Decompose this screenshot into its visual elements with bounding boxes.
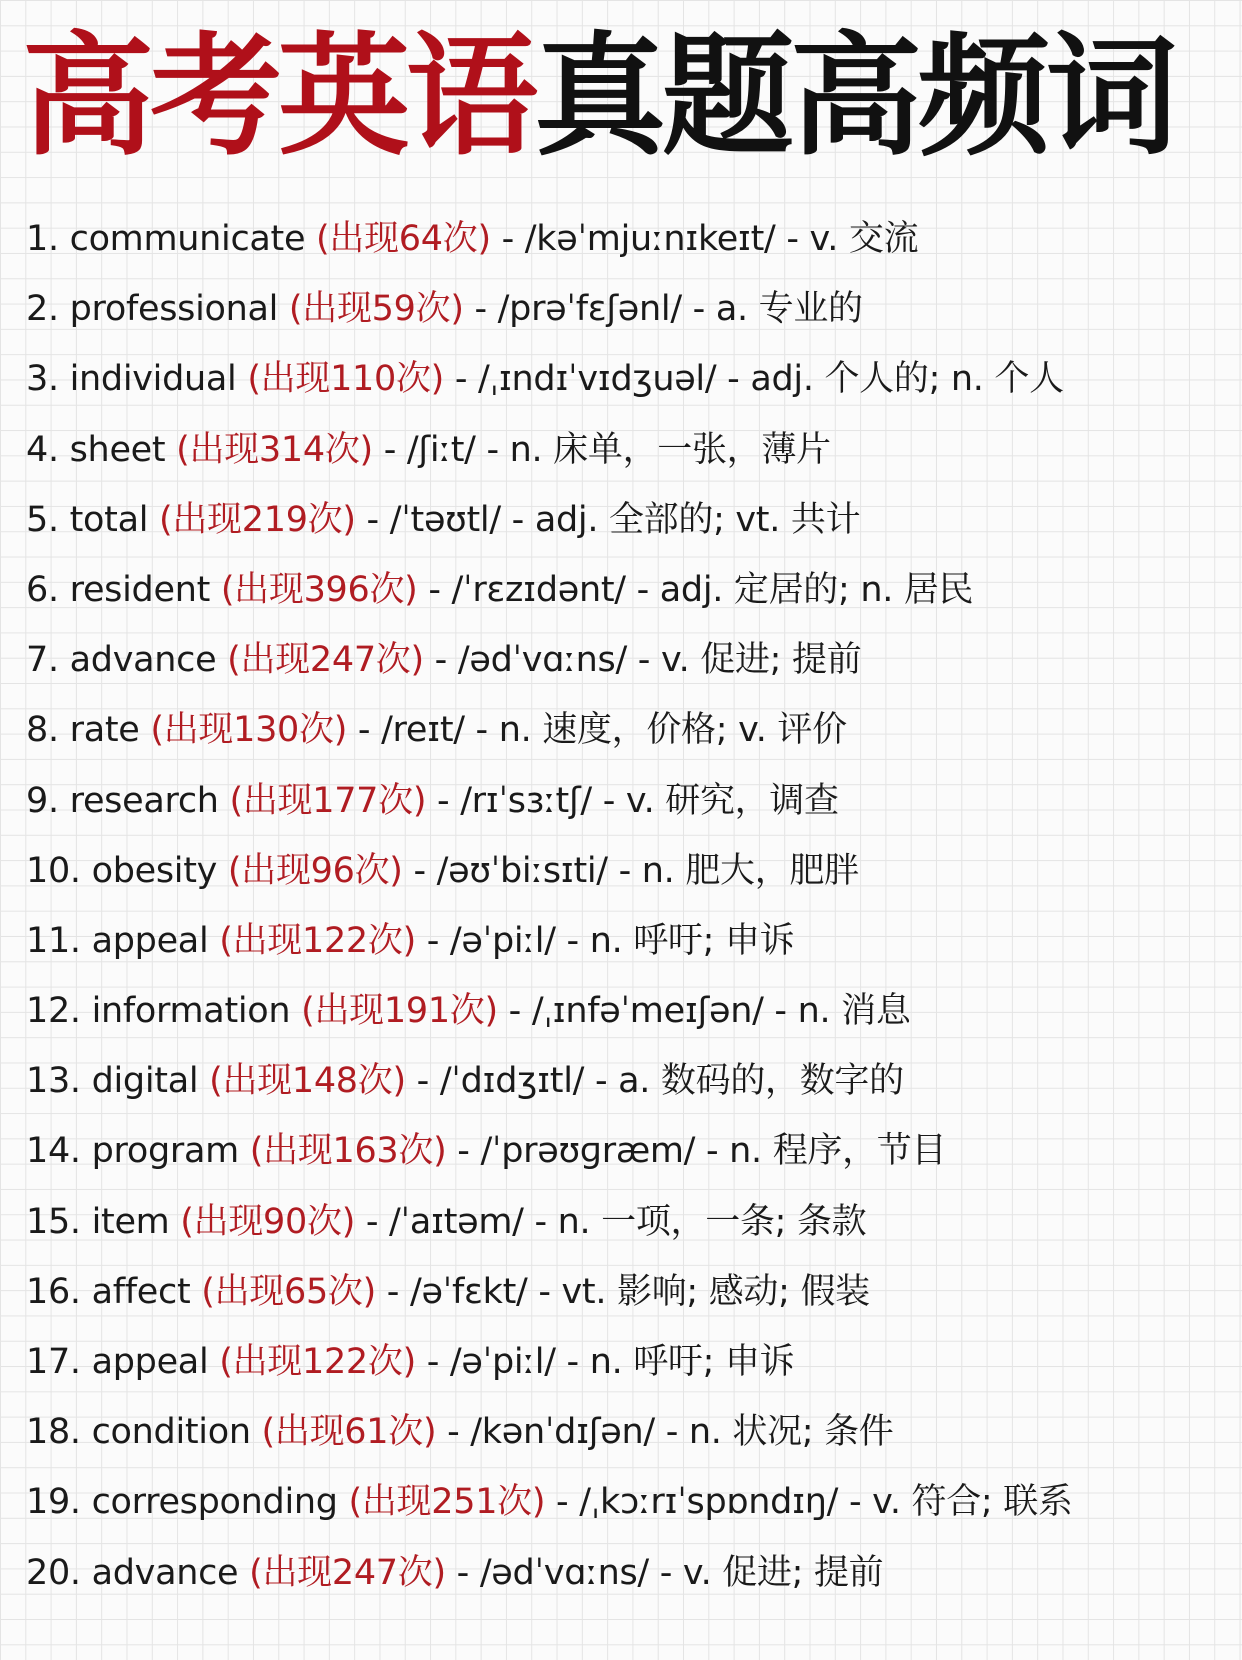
entry-meaning: n. 消息 bbox=[797, 991, 911, 1032]
entry-phonetic: /reɪt/ bbox=[381, 710, 465, 751]
entry-phonetic: /ˈprəʊɡræm/ bbox=[480, 1131, 696, 1172]
entry-frequency: (出现177次) bbox=[229, 780, 427, 821]
word-entry: 4. sheet (出现314次) - /ʃiːt/ - n. 床单，一张，薄片 bbox=[26, 429, 831, 470]
entry-frequency: (出现247次) bbox=[227, 640, 424, 681]
entry-meaning: v. 研究，调查 bbox=[625, 780, 839, 821]
entry-number: 6. bbox=[26, 569, 59, 610]
entry-word: advance bbox=[91, 1552, 239, 1593]
entry-meaning: adj. 全部的; vt. 共计 bbox=[534, 499, 861, 540]
entry-frequency: (出现96次) bbox=[227, 850, 403, 891]
entry-word: corresponding bbox=[91, 1482, 338, 1523]
entry-meaning: a. 专业的 bbox=[715, 289, 863, 330]
entry-number: 7. bbox=[26, 640, 59, 681]
entry-frequency: (出现64次) bbox=[316, 219, 491, 259]
entry-word: item bbox=[91, 1201, 170, 1242]
entry-word: appeal bbox=[91, 920, 209, 961]
entry-meaning: v. 符合; 联系 bbox=[872, 1482, 1073, 1523]
word-entry: 6. resident (出现396次) - /ˈrɛzɪdənt/ - adj. 定居的; n. 居民 bbox=[26, 569, 974, 610]
entry-frequency: (出现148次) bbox=[209, 1061, 406, 1102]
entry-number: 16. bbox=[26, 1271, 81, 1312]
entry-phonetic: /ˈrɛzɪdənt/ bbox=[451, 569, 626, 610]
entry-frequency: (出现59次) bbox=[288, 289, 464, 330]
entry-phonetic: /kənˈdɪʃən/ bbox=[470, 1412, 655, 1453]
entry-number: 8. bbox=[26, 710, 59, 751]
entry-phonetic: /prəˈfɛʃənl/ bbox=[497, 289, 682, 330]
entry-word: program bbox=[91, 1131, 239, 1172]
entry-word: individual bbox=[69, 359, 237, 400]
entry-phonetic: /ˈaɪtəm/ bbox=[389, 1201, 524, 1242]
entry-meaning: n. 程序，节目 bbox=[729, 1131, 947, 1172]
entry-meaning: adj. 定居的; n. 居民 bbox=[659, 569, 974, 610]
entry-word: sheet bbox=[69, 429, 166, 470]
entry-number: 2. bbox=[26, 289, 59, 330]
entry-phonetic: /əˈfɛkt/ bbox=[409, 1271, 528, 1312]
entry-number: 14. bbox=[26, 1131, 81, 1172]
entry-phonetic: /ədˈvɑːns/ bbox=[479, 1552, 649, 1593]
entry-phonetic: /rɪˈsɜːtʃ/ bbox=[460, 780, 592, 821]
entry-number: 4. bbox=[26, 429, 59, 470]
entry-frequency: (出现130次) bbox=[150, 710, 348, 751]
entry-number: 15. bbox=[26, 1201, 81, 1242]
word-entry: 8. rate (出现130次) - /reɪt/ - n. 速度，价格; v. 评价 bbox=[26, 710, 847, 751]
entry-phonetic: /ˈtəʊtl/ bbox=[389, 499, 501, 540]
entry-meaning: vt. 影响; 感动; 假装 bbox=[561, 1271, 870, 1312]
entry-number: 3. bbox=[26, 359, 59, 400]
entry-word: digital bbox=[91, 1061, 199, 1102]
entry-meaning: n. 呼吁; 申诉 bbox=[589, 1342, 795, 1382]
word-entry: 17. appeal (出现122次) - /əˈpiːl/ - n. 呼吁; 申诉 bbox=[26, 1342, 795, 1382]
entry-word: professional bbox=[69, 289, 279, 330]
entry-frequency: (出现122次) bbox=[219, 1342, 416, 1382]
entry-meaning: a. 数码的，数字的 bbox=[618, 1061, 904, 1102]
entry-word: condition bbox=[91, 1412, 251, 1453]
entry-phonetic: /ˌɪndɪˈvɪdʒuəl/ bbox=[478, 359, 717, 400]
entry-frequency: (出现314次) bbox=[176, 429, 373, 470]
entry-frequency: (出现219次) bbox=[159, 499, 356, 540]
entry-meaning: n. 状况; 条件 bbox=[688, 1412, 894, 1453]
entry-frequency: (出现251次) bbox=[348, 1482, 546, 1523]
word-entry: 9. research (出现177次) - /rɪˈsɜːtʃ/ - v. 研究，调查 bbox=[26, 780, 839, 821]
entry-number: 13. bbox=[26, 1061, 81, 1102]
entry-word: total bbox=[69, 499, 149, 540]
entry-frequency: (出现247次) bbox=[249, 1552, 446, 1593]
word-entry: 7. advance (出现247次) - /ədˈvɑːns/ - v. 促进; 提前 bbox=[26, 640, 862, 681]
entry-number: 17. bbox=[26, 1342, 81, 1382]
entry-number: 10. bbox=[26, 850, 81, 891]
entry-word: affect bbox=[91, 1271, 191, 1312]
entry-phonetic: /kəˈmjuːnɪkeɪt/ bbox=[524, 219, 776, 259]
entry-meaning: adj. 个人的; n. 个人 bbox=[750, 359, 1064, 400]
word-list bbox=[26, 204, 1073, 1608]
entry-meaning: v. 促进; 提前 bbox=[682, 1552, 884, 1593]
entry-word: appeal bbox=[91, 1342, 209, 1382]
word-entry: 12. information (出现191次) - /ˌɪnfəˈmeɪʃən/ - n. 消息 bbox=[26, 991, 911, 1032]
entry-phonetic: /ədˈvɑːns/ bbox=[457, 640, 627, 681]
entry-phonetic: /ˈdɪdʒɪtl/ bbox=[439, 1061, 585, 1102]
entry-meaning: n. 速度，价格; v. 评价 bbox=[498, 710, 847, 751]
entry-word: advance bbox=[69, 640, 217, 681]
word-entry: 11. appeal (出现122次) - /əˈpiːl/ - n. 呼吁; 申诉 bbox=[26, 920, 795, 961]
entry-number: 1. bbox=[26, 219, 59, 259]
entry-meaning: v. 交流 bbox=[809, 219, 919, 259]
entry-phonetic: /ˌkɔːrɪˈspɒndɪŋ/ bbox=[579, 1482, 839, 1523]
title-black-part: 真题高频词 bbox=[534, 20, 1174, 174]
entry-frequency: (出现110次) bbox=[247, 359, 445, 400]
entry-phonetic: /ˌɪnfəˈmeɪʃən/ bbox=[531, 991, 764, 1032]
entry-word: resident bbox=[69, 569, 210, 610]
entry-number: 20. bbox=[26, 1552, 81, 1593]
entry-frequency: (出现90次) bbox=[180, 1201, 356, 1242]
page-title bbox=[22, 22, 1174, 172]
entry-phonetic: /əˈpiːl/ bbox=[449, 920, 556, 961]
entry-number: 18. bbox=[26, 1412, 81, 1453]
entry-frequency: (出现65次) bbox=[201, 1271, 376, 1312]
entry-frequency: (出现163次) bbox=[249, 1131, 447, 1172]
entry-phonetic: /ʃiːt/ bbox=[406, 429, 476, 470]
entry-meaning: n. 一项，一条; 条款 bbox=[557, 1201, 867, 1242]
word-entry: 10. obesity (出现96次) - /əʊˈbiːsɪti/ - n. 肥大，肥胖 bbox=[26, 850, 859, 891]
entry-word: rate bbox=[69, 710, 140, 751]
word-entry: 1. communicate (出现64次) - /kəˈmjuːnɪkeɪt/ - v. 交流 bbox=[26, 219, 919, 259]
entry-number: 11. bbox=[26, 920, 81, 961]
entry-meaning: n. 床单，一张，薄片 bbox=[509, 429, 831, 470]
word-entry: 20. advance (出现247次) - /ədˈvɑːns/ - v. 促进; 提前 bbox=[26, 1552, 884, 1593]
entry-frequency: (出现122次) bbox=[219, 920, 416, 961]
entry-number: 12. bbox=[26, 991, 81, 1032]
entry-word: information bbox=[91, 991, 291, 1032]
entry-word: communicate bbox=[69, 219, 306, 259]
word-entry: 15. item (出现90次) - /ˈaɪtəm/ - n. 一项，一条; 条款 bbox=[26, 1201, 867, 1242]
entry-number: 9. bbox=[26, 780, 59, 821]
entry-phonetic: /əʊˈbiːsɪti/ bbox=[436, 850, 608, 891]
word-entry: 16. affect (出现65次) - /əˈfɛkt/ - vt. 影响; 感动; 假装 bbox=[26, 1271, 870, 1312]
entry-number: 19. bbox=[26, 1482, 81, 1523]
word-entry: 5. total (出现219次) - /ˈtəʊtl/ - adj. 全部的; vt. 共计 bbox=[26, 499, 861, 540]
entry-frequency: (出现61次) bbox=[261, 1412, 437, 1453]
word-entry: 3. individual (出现110次) - /ˌɪndɪˈvɪdʒuəl/ - adj. 个人的; n. 个人 bbox=[26, 359, 1064, 400]
entry-meaning: v. 促进; 提前 bbox=[660, 640, 862, 681]
word-entry: 14. program (出现163次) - /ˈprəʊɡræm/ - n. 程序，节目 bbox=[26, 1131, 947, 1172]
entry-phonetic: /əˈpiːl/ bbox=[449, 1342, 556, 1382]
entry-frequency: (出现191次) bbox=[301, 991, 498, 1032]
entry-meaning: n. 肥大，肥胖 bbox=[641, 850, 859, 891]
word-entry: 13. digital (出现148次) - /ˈdɪdʒɪtl/ - a. 数码的，数字的 bbox=[26, 1061, 904, 1102]
word-entry: 19. corresponding (出现251次) - /ˌkɔːrɪˈspɒndɪŋ/ - v. 符合; 联系 bbox=[26, 1482, 1073, 1523]
word-entry: 18. condition (出现61次) - /kənˈdɪʃən/ - n. 状况; 条件 bbox=[26, 1412, 894, 1453]
entry-frequency: (出现396次) bbox=[220, 569, 418, 610]
entry-word: obesity bbox=[91, 850, 218, 891]
entry-number: 5. bbox=[26, 499, 59, 540]
title-red-part: 高考英语 bbox=[22, 20, 534, 174]
entry-meaning: n. 呼吁; 申诉 bbox=[589, 920, 795, 961]
entry-word: research bbox=[69, 780, 219, 821]
word-entry: 2. professional (出现59次) - /prəˈfɛʃənl/ - a. 专业的 bbox=[26, 289, 863, 330]
